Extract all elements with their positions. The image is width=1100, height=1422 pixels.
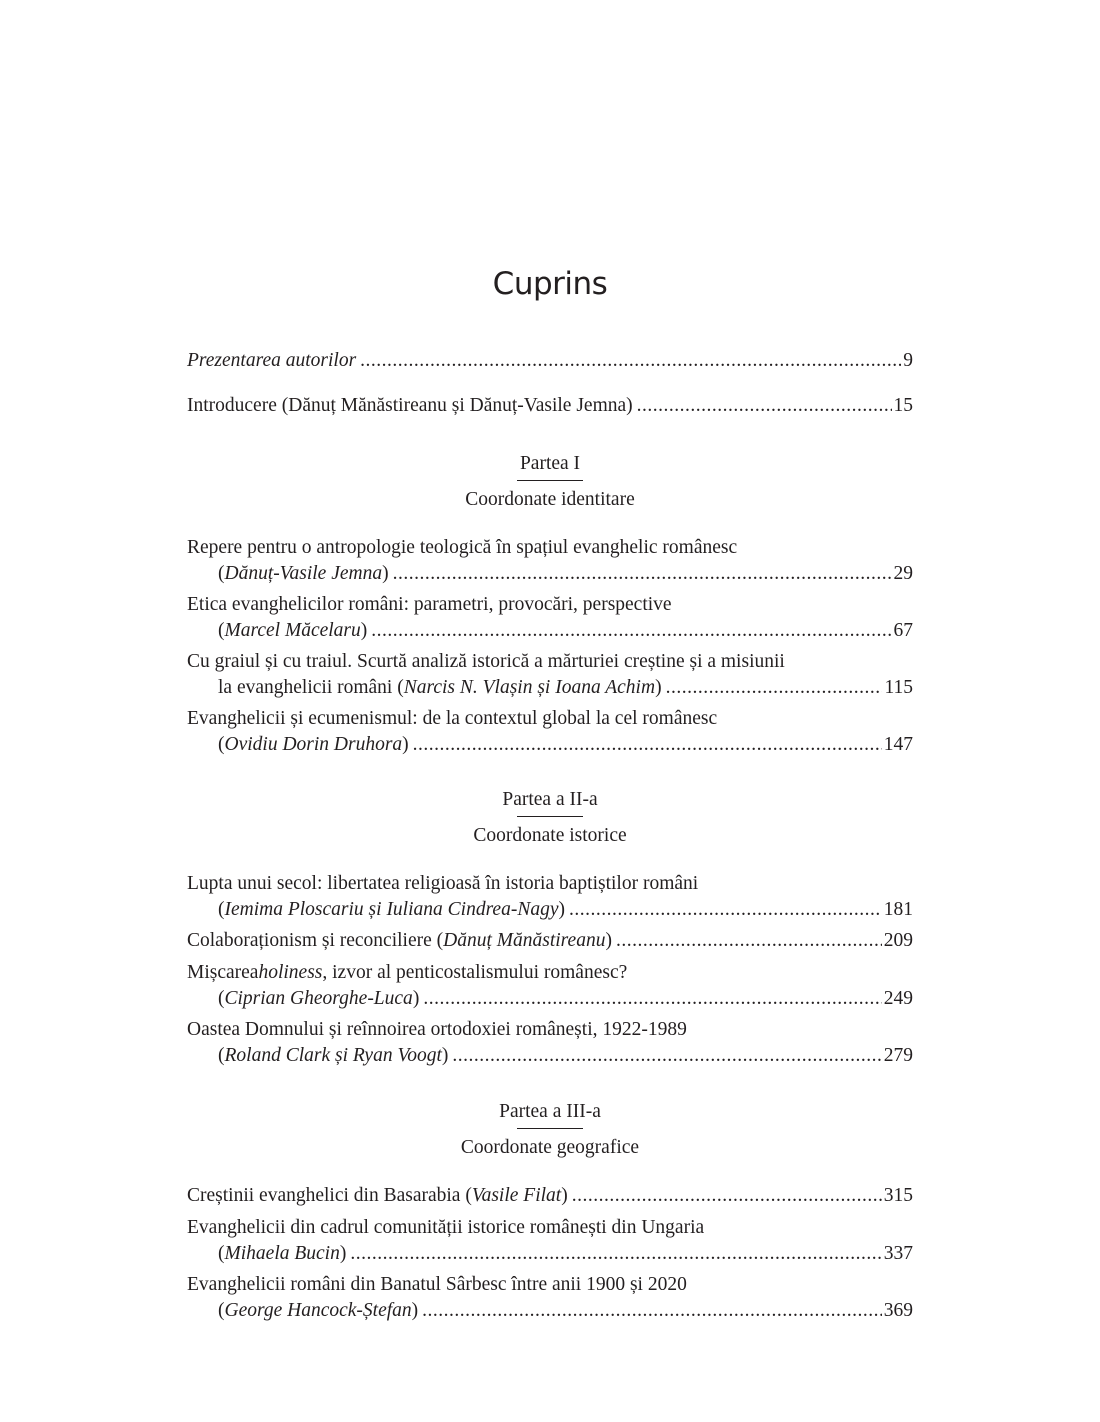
toc-page-number: 147 [883, 734, 913, 755]
toc-page-number: 315 [883, 1185, 913, 1206]
toc-entry-title: Creștinii evanghelici din Basarabia ( [187, 1185, 472, 1206]
toc-page-number: 67 [893, 620, 913, 641]
dot-leader [572, 1183, 882, 1209]
dot-leader [422, 1298, 882, 1324]
toc-entry-author: Ovidiu Dorin Druhora [224, 734, 403, 755]
toc-entry[interactable]: Cu graiul și cu traiul. Scurtă analiză istorică a mărturiei creștine și a misiunii la evanghelicii români ( Narcis N. Vlașin și Ioana Achim ) ..... 115 [187, 649, 913, 701]
toc-entry[interactable]: Repere pentru o antropologie teologică în spațiul evanghelic românesc ( Dănuț-Vasile Jemna ) ..... 29 [187, 535, 913, 587]
dot-leader [637, 393, 892, 419]
toc-entry-title: Evanghelicii români din Banatul Sârbesc între anii 1900 și 2020 [187, 1274, 687, 1295]
part-divider [517, 480, 583, 481]
toc-entry-author: George Hancock-Ștefan [224, 1300, 412, 1321]
toc-entry-author: Mihaela Bucin [224, 1243, 340, 1264]
toc-entry-title: Etica evanghelicilor români: parametri, provocări, perspective [187, 594, 672, 615]
toc-entry-title: Evanghelicii și ecumenismul: de la contextul global la cel românesc [187, 708, 718, 729]
part-subtitle: Coordonate geografice [460, 1137, 640, 1158]
toc-entry-title: Evanghelicii din cadrul comunității istorice românești din Ungaria [187, 1217, 705, 1238]
toc-entry[interactable]: Creștinii evanghelici din Basarabia ( Vasile Filat ) ..... 315 [187, 1183, 913, 1209]
part-heading-1 [0, 451, 1100, 513]
toc-entry[interactable]: Mișcarea holiness , izvor al penticostalismului românesc? ( Ciprian Gheorghe-Luca ) ..... 249 [187, 960, 913, 1012]
part-label: Partea I [519, 453, 581, 474]
toc-entry-author: Roland Clark și Ryan Voogt [224, 1045, 442, 1066]
toc-page-number: 337 [883, 1243, 913, 1264]
toc-entry-author: Marcel Măcelaru [224, 620, 361, 641]
dot-leader [350, 1241, 881, 1267]
toc-entry[interactable]: Evanghelicii români din Banatul Sârbesc între anii 1900 și 2020 ( George Hancock-Ștefan ) ..... 369 [187, 1272, 913, 1324]
toc-entry[interactable]: Evanghelicii din cadrul comunității istorice românești din Ungaria ( Mihaela Bucin ) ..... 337 [187, 1215, 913, 1267]
toc-page-number: 369 [883, 1300, 913, 1321]
toc-entry-title: Colaboraționism și reconciliere ( [187, 930, 444, 951]
part-label: Partea a III-a [499, 1101, 601, 1122]
page-title: Cuprins [492, 266, 608, 302]
toc-entry[interactable]: Oastea Domnului și reînnoirea ortodoxiei românești, 1922-1989 ( Roland Clark și Ryan Voogt ) ..... 279 [187, 1017, 913, 1069]
toc-entry-title: Lupta unui secol: libertatea religioasă în istoria baptiștilor români [187, 873, 699, 894]
part-heading-3 [0, 1099, 1100, 1161]
toc-entry-introducere[interactable] [187, 393, 913, 419]
toc-page-number: 29 [893, 563, 913, 584]
toc-entry-author: Ciprian Gheorghe-Luca [224, 988, 413, 1009]
toc-entry-author: Dănuț-Vasile Jemna [224, 563, 383, 584]
part-subtitle: Coordonate istorice [473, 825, 627, 846]
dot-leader [569, 897, 882, 923]
dot-leader [393, 561, 892, 587]
dot-leader [452, 1043, 881, 1069]
toc-entry[interactable]: Lupta unui secol: libertatea religioasă în istoria baptiștilor români ( Iemima Ploscariu și Iuliana Cindrea-Nagy ) ..... 181 [187, 871, 913, 923]
toc-page-number: 15 [893, 395, 913, 416]
dot-leader [360, 348, 901, 374]
toc-entry-title: Repere pentru o antropologie teologică în spațiul evanghelic românesc [187, 537, 738, 558]
toc-page-number: 115 [884, 677, 913, 698]
dot-leader [616, 928, 882, 954]
dot-leader [423, 986, 881, 1012]
dot-leader [413, 732, 882, 758]
toc-entry[interactable]: Etica evanghelicilor români: parametri, provocări, perspective ( Marcel Măcelaru ) ..... 67 [187, 592, 913, 644]
part-label: Partea a II-a [502, 789, 598, 810]
toc-entry-author: Narcis N. Vlașin și Ioana Achim [403, 677, 656, 698]
dot-leader [666, 675, 883, 701]
toc-entry-author: Iemima Ploscariu și Iuliana Cindrea-Nagy [224, 899, 559, 920]
toc-page-number: 279 [883, 1045, 913, 1066]
toc-entry[interactable]: Colaboraționism și reconciliere ( Dănuț Mănăstireanu ) ..... 209 [187, 928, 913, 954]
part-divider [517, 1128, 583, 1129]
toc-entry-title: Prezentarea autorilor [187, 350, 357, 371]
dot-leader [371, 618, 891, 644]
toc-entry-author: Vasile Filat [471, 1185, 562, 1206]
toc-entry-title: Cu graiul și cu traiul. Scurtă analiză istorică a mărturiei creștine și a misiunii [187, 651, 785, 672]
toc-entry-title: Oastea Domnului și reînnoirea ortodoxiei românești, 1922-1989 [187, 1019, 687, 1040]
toc-entry[interactable]: Evanghelicii și ecumenismul: de la contextul global la cel românesc ( Ovidiu Dorin Druhora ) ..... 147 [187, 706, 913, 758]
toc-entry-title: Mișcarea [187, 962, 259, 983]
toc-entry-author: Dănuț Mănăstireanu [443, 930, 606, 951]
part-subtitle: Coordonate identitare [465, 489, 635, 510]
toc-entry-title: Introducere (Dănuț Mănăstireanu și Dănuț-Vasile Jemna) [187, 395, 633, 416]
toc-page-number: 9 [903, 350, 913, 371]
part-heading-2 [0, 787, 1100, 849]
toc-page-number: 249 [883, 988, 913, 1009]
part-divider [517, 816, 583, 817]
toc-page-number: 181 [883, 899, 913, 920]
toc-page-number: 209 [883, 930, 913, 951]
toc-entry-prezentarea[interactable] [187, 348, 913, 374]
